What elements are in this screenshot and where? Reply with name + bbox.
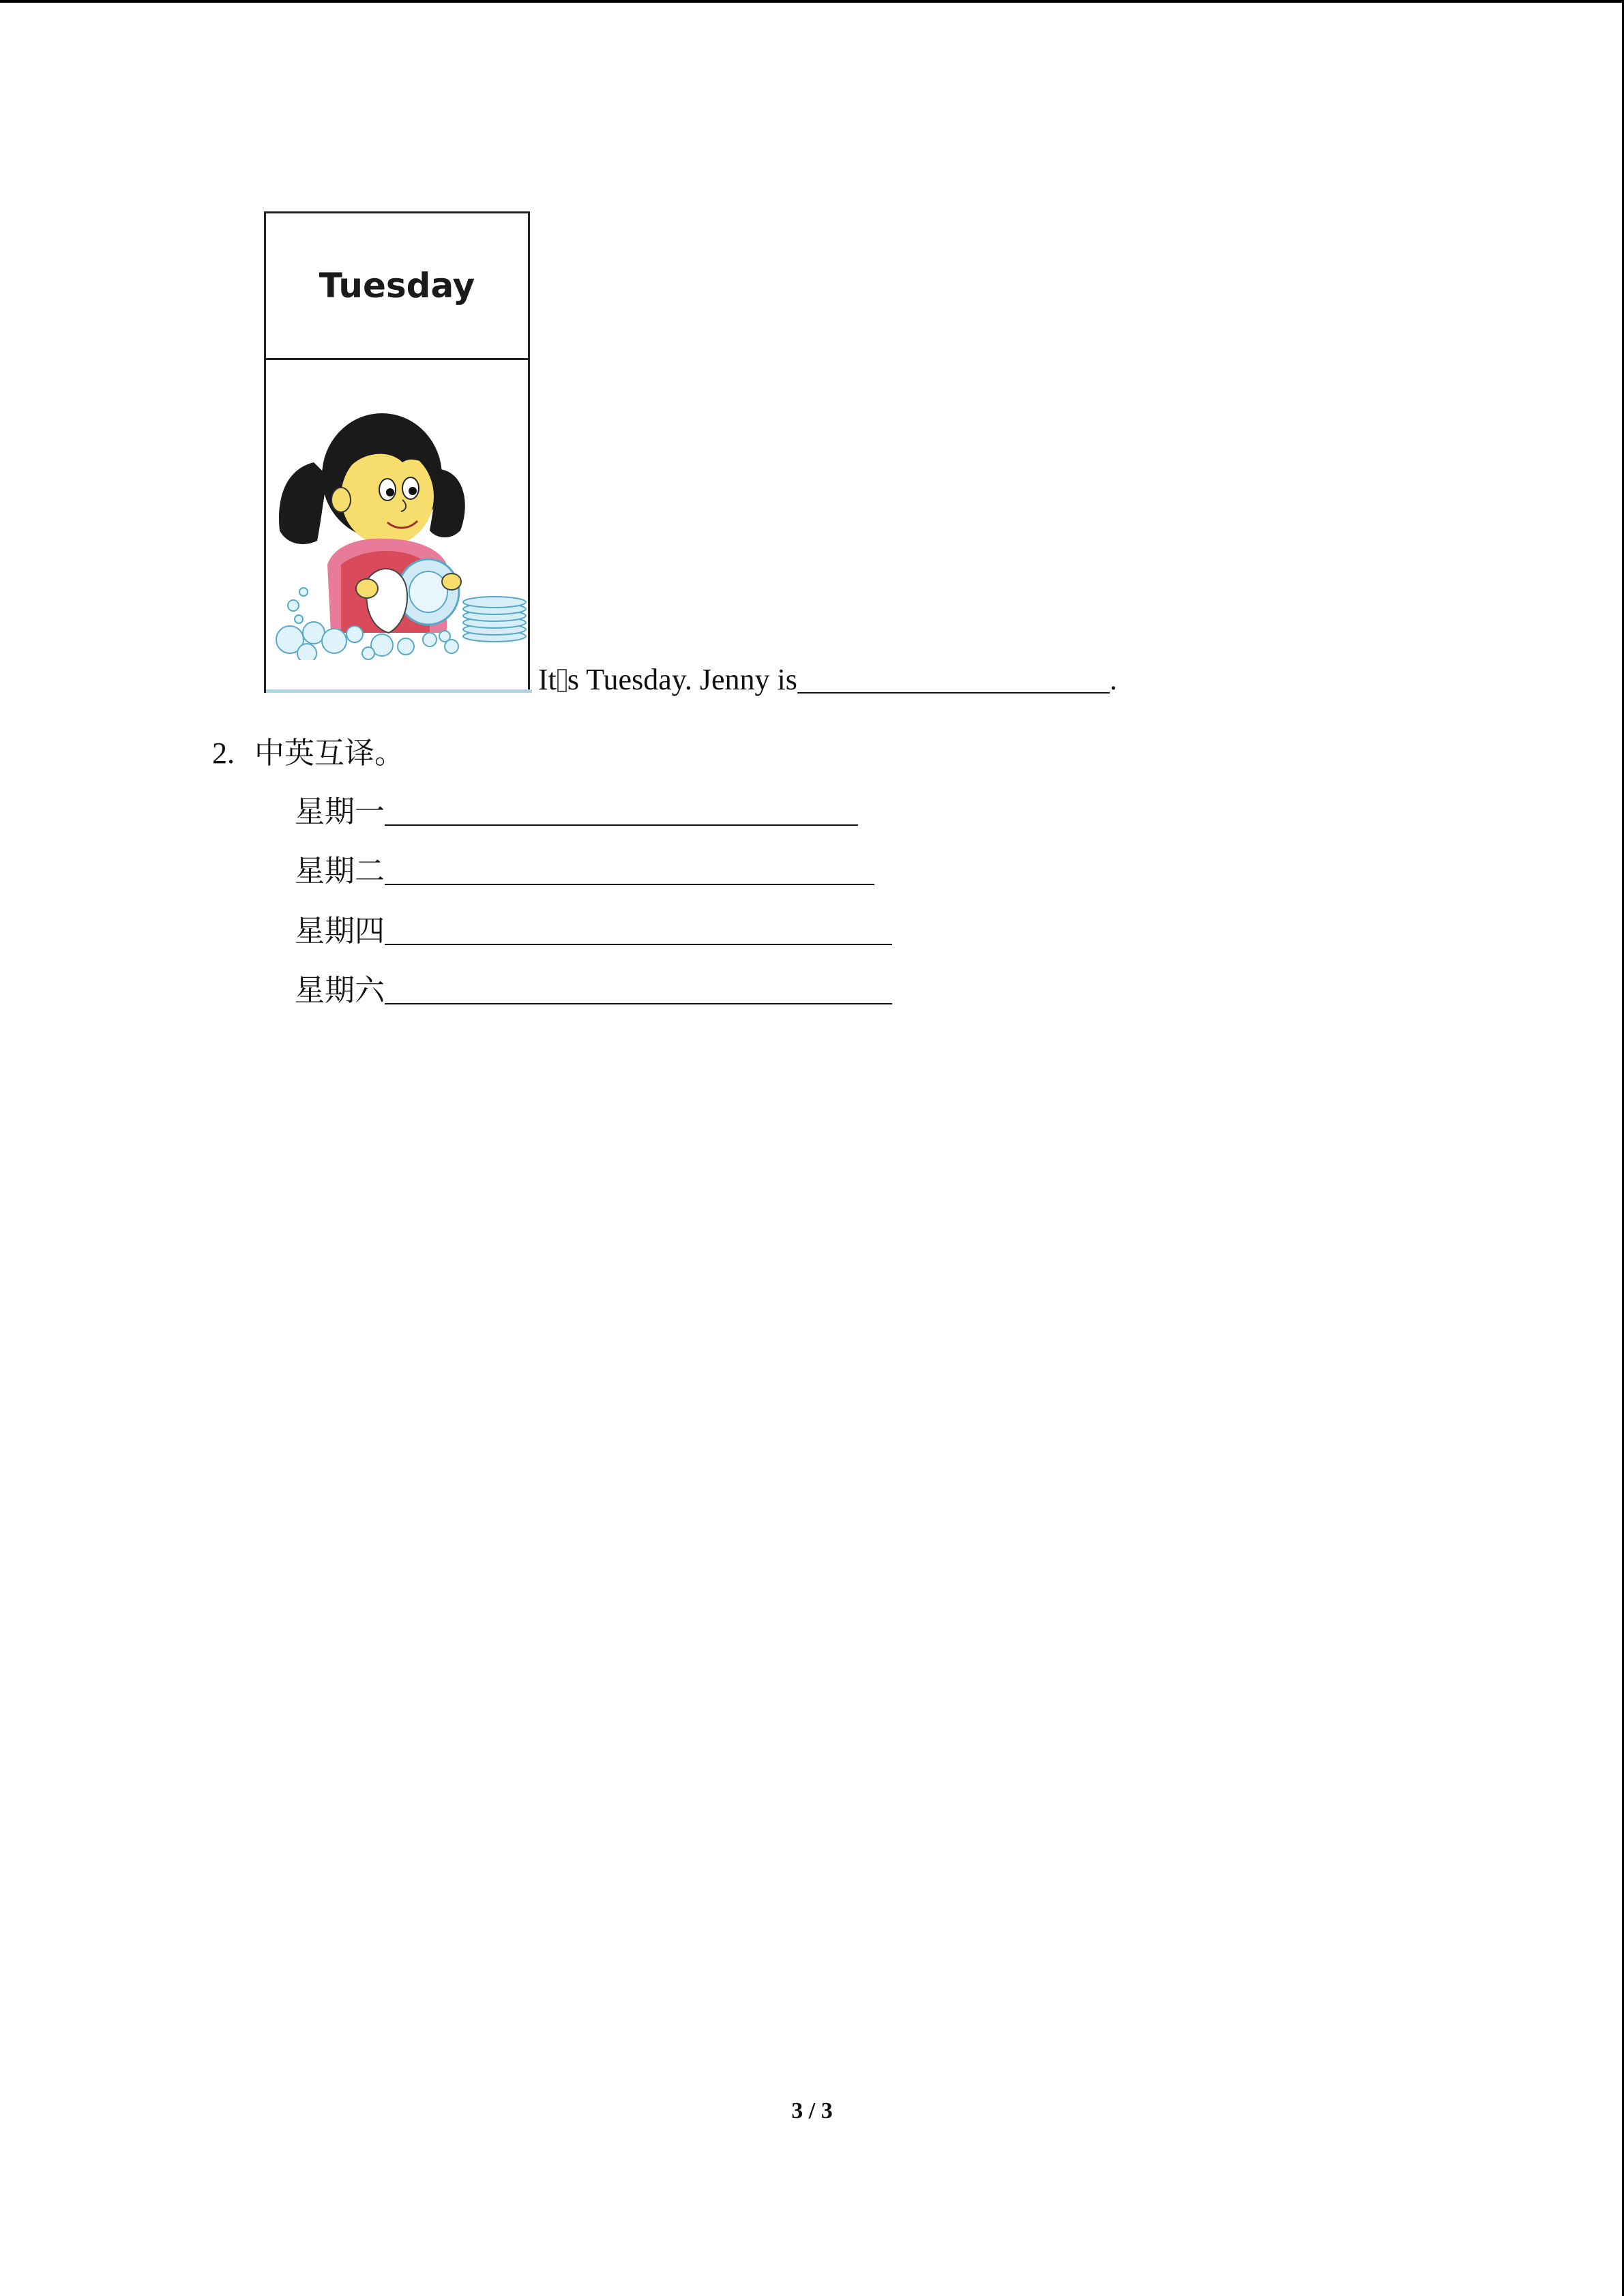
sentence-end: .	[1109, 663, 1117, 696]
translation-blank[interactable]	[385, 856, 874, 885]
day-card	[264, 211, 530, 693]
exercise-2-title: 中英互译。	[254, 736, 404, 770]
translation-label: 星期一	[295, 795, 385, 829]
translation-blank[interactable]	[385, 976, 892, 1004]
page-top-border	[0, 0, 1624, 3]
translation-row	[295, 854, 874, 889]
answer-blank[interactable]	[797, 665, 1110, 694]
card-bottom-accent	[266, 689, 532, 693]
card-header	[266, 213, 528, 360]
missing-glyph-icon	[557, 669, 567, 692]
exercise-2-heading	[212, 736, 404, 771]
translation-label: 星期六	[295, 974, 385, 1007]
exercise-1-sentence	[538, 663, 1117, 697]
translation-blank[interactable]	[385, 797, 858, 826]
sentence-part2: s Tuesday. Jenny is	[567, 663, 797, 696]
girl-washing-dishes-illustration	[266, 360, 528, 693]
translation-label: 星期四	[295, 914, 385, 948]
sentence-part1: It	[538, 663, 557, 696]
translation-row	[295, 795, 858, 829]
translation-row	[295, 914, 892, 949]
translation-blank[interactable]	[385, 916, 892, 945]
exercise-2-number: 2.	[212, 736, 235, 770]
page-number: 3 / 3	[791, 2098, 833, 2123]
girl-washing-dishes-icon	[266, 360, 528, 693]
translation-label: 星期二	[295, 854, 385, 888]
translation-row	[295, 974, 892, 1008]
card-day-label: Tuesday	[319, 266, 475, 305]
